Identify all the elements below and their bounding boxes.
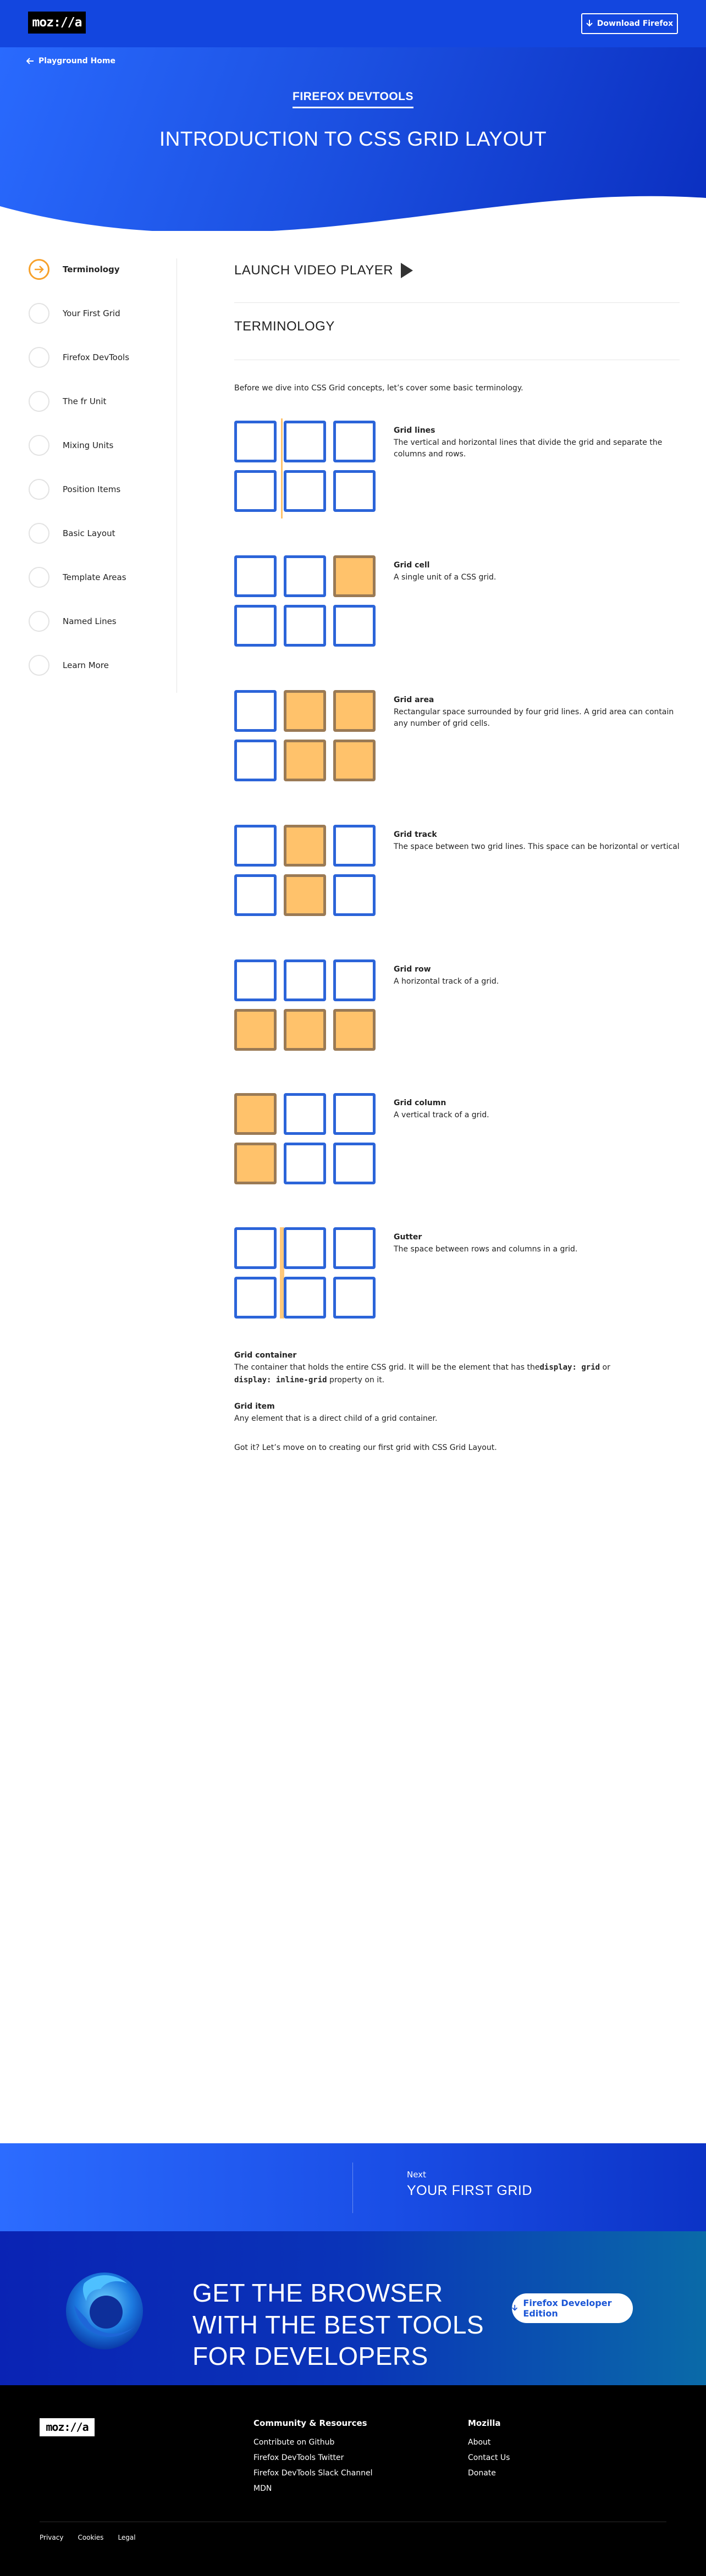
term-grid-row [234,959,680,1053]
term-desc: The space between rows and columns in a grid. [394,1244,578,1254]
firefox-developer-logo-icon [62,2267,147,2352]
next-lesson-title[interactable]: YOUR FIRST GRID [407,2183,532,2198]
term-grid-container [234,1349,680,1386]
term-description [394,1097,680,1121]
grid-area-diagram [234,690,376,781]
footer-link-twitter[interactable]: Firefox DevTools Twitter [253,2453,344,2462]
page-title: INTRODUCTION TO CSS GRID LAYOUT [159,128,547,150]
grid-cell [284,959,326,1001]
term-description [394,694,680,730]
grid-cell-highlighted [333,740,376,781]
grid-cell [234,605,277,647]
term-desc: A horizontal track of a grid. [394,977,499,986]
grid-cell [333,470,376,512]
play-icon [401,263,413,278]
term-description [394,829,680,853]
promo-title: GET THE BROWSER WITH THE BEST TOOLS FOR DEVELOPERS [192,2279,484,2370]
term-desc: A vertical track of a grid. [394,1110,489,1119]
grid-cell-highlighted [234,1009,277,1051]
sidebar-item-template-areas[interactable] [29,566,172,588]
step-circle-icon [29,655,49,676]
grid-cell [234,825,277,867]
term-description [394,1232,680,1255]
sidebar-item-terminology[interactable] [29,258,172,280]
term-name: Grid area [394,696,434,704]
grid-cell [234,690,277,732]
site-footer [0,2385,706,2576]
sidebar-item-your-first-grid[interactable] [29,302,172,324]
grid-cell-diagram [234,555,376,647]
grid-column-diagram [234,1093,376,1184]
footer-mozilla-column [468,2418,510,2484]
footer-link-slack[interactable]: Firefox DevTools Slack Channel [253,2469,373,2478]
sidebar-item-label: Template Areas [63,572,126,582]
hero-banner [0,0,706,231]
grid-cell [333,1093,376,1135]
term-grid-column [234,1093,680,1187]
grid-cell [234,1277,277,1319]
footer-link-donate[interactable]: Donate [468,2469,496,2478]
sidebar-item-learn-more[interactable] [29,654,172,676]
term-name: Grid container [234,1351,297,1360]
grid-cell [284,1143,326,1184]
next-lesson-banner[interactable] [0,2143,706,2231]
term-name: Grid item [234,1402,275,1411]
launch-video-button[interactable] [234,258,413,283]
sidebar-item-label: The fr Unit [63,396,107,406]
sidebar-item-label: Your First Grid [63,308,120,318]
grid-row-diagram [234,959,376,1051]
step-circle-icon [29,391,49,412]
download-arrow-icon [512,2304,517,2312]
footer-column-title: Mozilla [468,2418,501,2428]
grid-cell [333,605,376,647]
grid-cell [333,1277,376,1319]
term-desc: property on it. [327,1375,385,1384]
sidebar-item-basic-layout[interactable] [29,522,172,544]
term-description [394,560,680,583]
step-circle-icon [29,303,49,324]
grid-cell [234,874,277,916]
grid-cell-highlighted [333,690,376,732]
sidebar-item-label: Position Items [63,484,121,494]
grid-cell [333,1143,376,1184]
divider [352,2163,353,2213]
term-name: Grid track [394,830,437,839]
grid-track-diagram [234,825,376,916]
footer-link-privacy[interactable]: Privacy [40,2534,64,2541]
section-title: TERMINOLOGY [234,319,335,334]
sidebar-item-label: Learn More [63,660,109,670]
launch-video-label: LAUNCH VIDEO PLAYER [234,263,394,278]
sidebar-item-label: Firefox DevTools [63,352,130,362]
gutter-diagram [234,1227,376,1319]
footer-mozilla-logo[interactable]: moz://a [40,2418,95,2436]
download-arrow-icon [586,20,593,27]
grid-cell-highlighted [333,555,376,597]
footer-legal-links [40,2534,136,2541]
hero-wave-shape [0,181,706,231]
grid-cell [333,874,376,916]
sidebar-item-label: Terminology [63,264,120,274]
grid-cell [234,555,277,597]
step-circle-icon [29,479,49,500]
footer-link-mdn[interactable]: MDN [253,2484,272,2493]
playground-home-link[interactable] [26,57,115,65]
term-description [394,964,680,988]
next-label: Next [407,2170,426,2180]
term-desc: The vertical and horizontal lines that divide the grid and separate the columns and rows. [394,438,663,459]
step-circle-icon [29,567,49,588]
grid-cell-highlighted [333,1009,376,1051]
grid-cell [234,421,277,462]
term-name: Gutter [394,1233,422,1242]
grid-cell [234,1227,277,1269]
term-name: Grid row [394,965,431,974]
developer-edition-promo [0,2231,706,2385]
grid-cell [333,959,376,1001]
footer-link-cookies[interactable]: Cookies [78,2534,104,2541]
top-navigation-bar [0,0,706,47]
grid-cell [284,605,326,647]
sidebar-item-fr-unit[interactable] [29,390,172,412]
step-circle-icon [29,435,49,456]
grid-cell [284,1227,326,1269]
term-desc: A single unit of a CSS grid. [394,572,497,582]
footer-link-legal[interactable]: Legal [118,2534,136,2541]
grid-cell-highlighted [284,1009,326,1051]
sidebar-item-named-lines[interactable] [29,610,172,632]
grid-cell-highlighted [284,874,326,916]
sidebar-item-label: Mixing Units [63,440,114,450]
page-eyebrow: FIREFOX DEVTOOLS [0,90,706,108]
grid-cell-highlighted [234,1093,277,1135]
grid-cell [284,555,326,597]
sidebar-item-label: Basic Layout [63,528,115,538]
grid-cell [333,421,376,462]
term-desc: or [600,1363,610,1372]
grid-cell [284,1277,326,1319]
grid-cell [234,470,277,512]
term-name: Grid cell [394,561,430,570]
lesson-sidebar [29,258,177,693]
grid-cell [234,959,277,1001]
grid-cell [284,421,326,462]
code-snippet: display: inline-grid [234,1375,327,1384]
term-gutter [234,1227,680,1321]
term-description [394,425,680,461]
term-desc: Rectangular space surrounded by four grid lines. A grid area can contain any number of grid cells. [394,707,674,729]
grid-cell [284,1093,326,1135]
sidebar-item-firefox-devtools[interactable] [29,346,172,368]
firefox-developer-edition-button[interactable] [512,2293,633,2323]
arrow-left-icon [26,58,34,64]
footer-link-github[interactable]: Contribute on Github [253,2438,335,2447]
term-grid-area [234,690,680,784]
divider [234,302,680,303]
grid-cell-highlighted [284,825,326,867]
term-name: Grid lines [394,426,435,435]
term-desc: The space between two grid lines. This space can be horizontal or vertical [394,842,680,851]
intro-text: Before we dive into CSS Grid concepts, let’s cover some basic terminology. [234,384,523,393]
term-grid-track [234,825,680,918]
grid-line-highlight [281,418,283,518]
term-grid-cell [234,555,680,649]
footer-community-column [253,2418,373,2500]
footer-column-title: Community & Resources [253,2418,367,2428]
footer-link-contact[interactable]: Contact Us [468,2453,510,2462]
download-firefox-button[interactable] [581,13,678,34]
grid-lines-diagram [234,421,376,512]
term-grid-lines [234,421,680,514]
term-grid-item [234,1400,680,1425]
grid-cell-highlighted [284,690,326,732]
grid-cell-highlighted [234,1143,277,1184]
outro-text: Got it? Let’s move on to creating our first grid with CSS Grid Layout. [234,1443,497,1452]
mozilla-logo[interactable]: moz://a [28,12,86,34]
download-firefox-label: Download Firefox [597,19,674,28]
step-circle-icon [29,347,49,368]
sidebar-item-position-items[interactable] [29,478,172,500]
grid-cell [333,1227,376,1269]
sidebar-item-mixing-units[interactable] [29,434,172,456]
grid-cell-highlighted [284,740,326,781]
active-arrow-icon [29,259,49,280]
playground-home-label: Playground Home [38,57,115,65]
term-name: Grid column [394,1099,446,1107]
footer-link-about[interactable]: About [468,2438,491,2447]
term-desc: Any element that is a direct child of a grid container. [234,1414,438,1424]
developer-edition-label: Firefox Developer Edition [523,2298,612,2319]
grid-cell [284,470,326,512]
grid-cell [333,825,376,867]
term-desc: The container that holds the entire CSS grid. It will be the element that has the [234,1363,540,1372]
code-snippet: display: grid [539,1363,600,1372]
grid-cell [234,740,277,781]
step-circle-icon [29,611,49,632]
sidebar-item-label: Named Lines [63,616,117,626]
step-circle-icon [29,523,49,544]
